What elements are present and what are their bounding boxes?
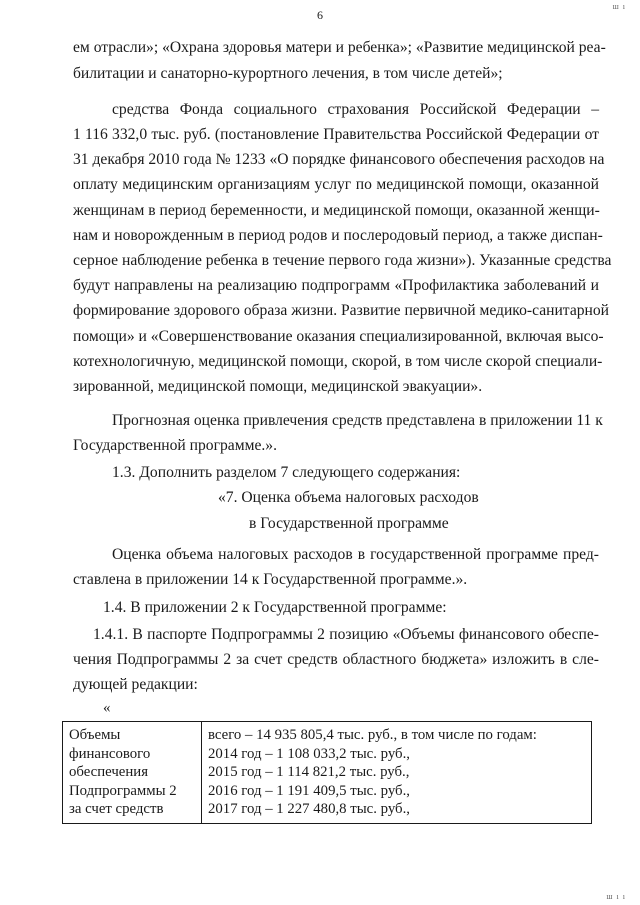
text-line: билитации и санаторно-курортного лечения, в том числе детей»; xyxy=(73,65,503,82)
table-row xyxy=(63,722,592,824)
text-line: средства Фонда социального страхования Российской Федерации – xyxy=(112,101,599,118)
label-line: обеспечения xyxy=(69,764,149,780)
value-line: 2014 год – 1 108 033,2 тыс. руб., xyxy=(208,745,410,762)
value-line: 2017 год – 1 227 480,8 тыс. руб., xyxy=(208,801,410,817)
text-line: дующей редакции: xyxy=(73,676,198,693)
text-line: ем отрасли»; «Охрана здоровья матери и ребенка»; «Развитие медицинской реа- xyxy=(73,39,606,56)
text-line: Государственной программе.». xyxy=(73,437,277,454)
text-line: 1.4.1. В паспорте Подпрограммы 2 позицию «Объемы финансового обеспе- xyxy=(93,626,599,643)
passport-table xyxy=(62,721,592,824)
corner-mark-bottom: ш ı ı xyxy=(606,892,626,901)
text-line: зированной, медицинской помощи, медицинской эвакуации». xyxy=(73,378,483,395)
label-line: Объемы xyxy=(69,727,121,743)
text-line: оплату медицинским организациям услуг по медицинской помощи, оказанной xyxy=(73,176,599,193)
label-line: Подпрограммы 2 xyxy=(69,782,177,799)
opening-quote: « xyxy=(103,700,111,716)
section-heading-line: в Государственной программе xyxy=(249,515,449,532)
text-line: Прогнозная оценка привлечения средств представлена в приложении 11 к xyxy=(112,412,603,429)
section-heading-line: «7. Оценка объема налоговых расходов xyxy=(218,489,479,506)
text-line: женщинам в период беременности, и медицинской помощи, оказанной женщи- xyxy=(73,202,600,219)
text-line: будут направлены на реализацию подпрограмм «Профилактика заболеваний и xyxy=(73,277,599,294)
text-line: ставлена в приложении 14 к Государственной программе.». xyxy=(73,571,468,588)
label-line: финансового xyxy=(69,745,151,762)
table-label-cell xyxy=(63,722,202,824)
text-line: котехнологичную, медицинской помощи, скорой, в том числе скорой специали- xyxy=(73,353,603,370)
text-line: 1.4. В приложении 2 к Государственной программе: xyxy=(103,599,447,616)
text-line: помощи» и «Совершенствование оказания специализированной, включая высо- xyxy=(73,328,604,345)
text-line: серное наблюдение ребенка в течение первого года жизни»). Указанные средства xyxy=(73,252,612,269)
page-number: 6 xyxy=(317,8,323,22)
value-line: 2015 год – 1 114 821,2 тыс. руб., xyxy=(208,764,410,780)
text-line: Оценка объема налоговых расходов в государственной программе пред- xyxy=(112,546,599,563)
label-line: за счет средств xyxy=(69,801,164,817)
table-value-cell xyxy=(202,722,592,824)
text-line: формирование здорового образа жизни. Развитие первичной медико-санитарной xyxy=(73,302,610,319)
value-line: 2016 год – 1 191 409,5 тыс. руб., xyxy=(208,782,410,799)
text-line: 1.3. Дополнить разделом 7 следующего содержания: xyxy=(112,464,461,481)
value-line: всего – 14 935 805,4 тыс. руб., в том числе по годам: xyxy=(208,727,537,743)
corner-mark-top: ш ı xyxy=(612,2,626,11)
text-line: 1 116 332,0 тыс. руб. (постановление Правительства Российской Федерации от xyxy=(73,126,599,143)
text-line: нам и новорожденным в период родов и послеродовый период, а также диспан- xyxy=(73,227,603,244)
text-line: чения Подпрограммы 2 за счет средств областного бюджета» изложить в сле- xyxy=(73,651,599,668)
text-line: 31 декабря 2010 года № 1233 «О порядке финансового обеспечения расходов на xyxy=(73,151,605,168)
